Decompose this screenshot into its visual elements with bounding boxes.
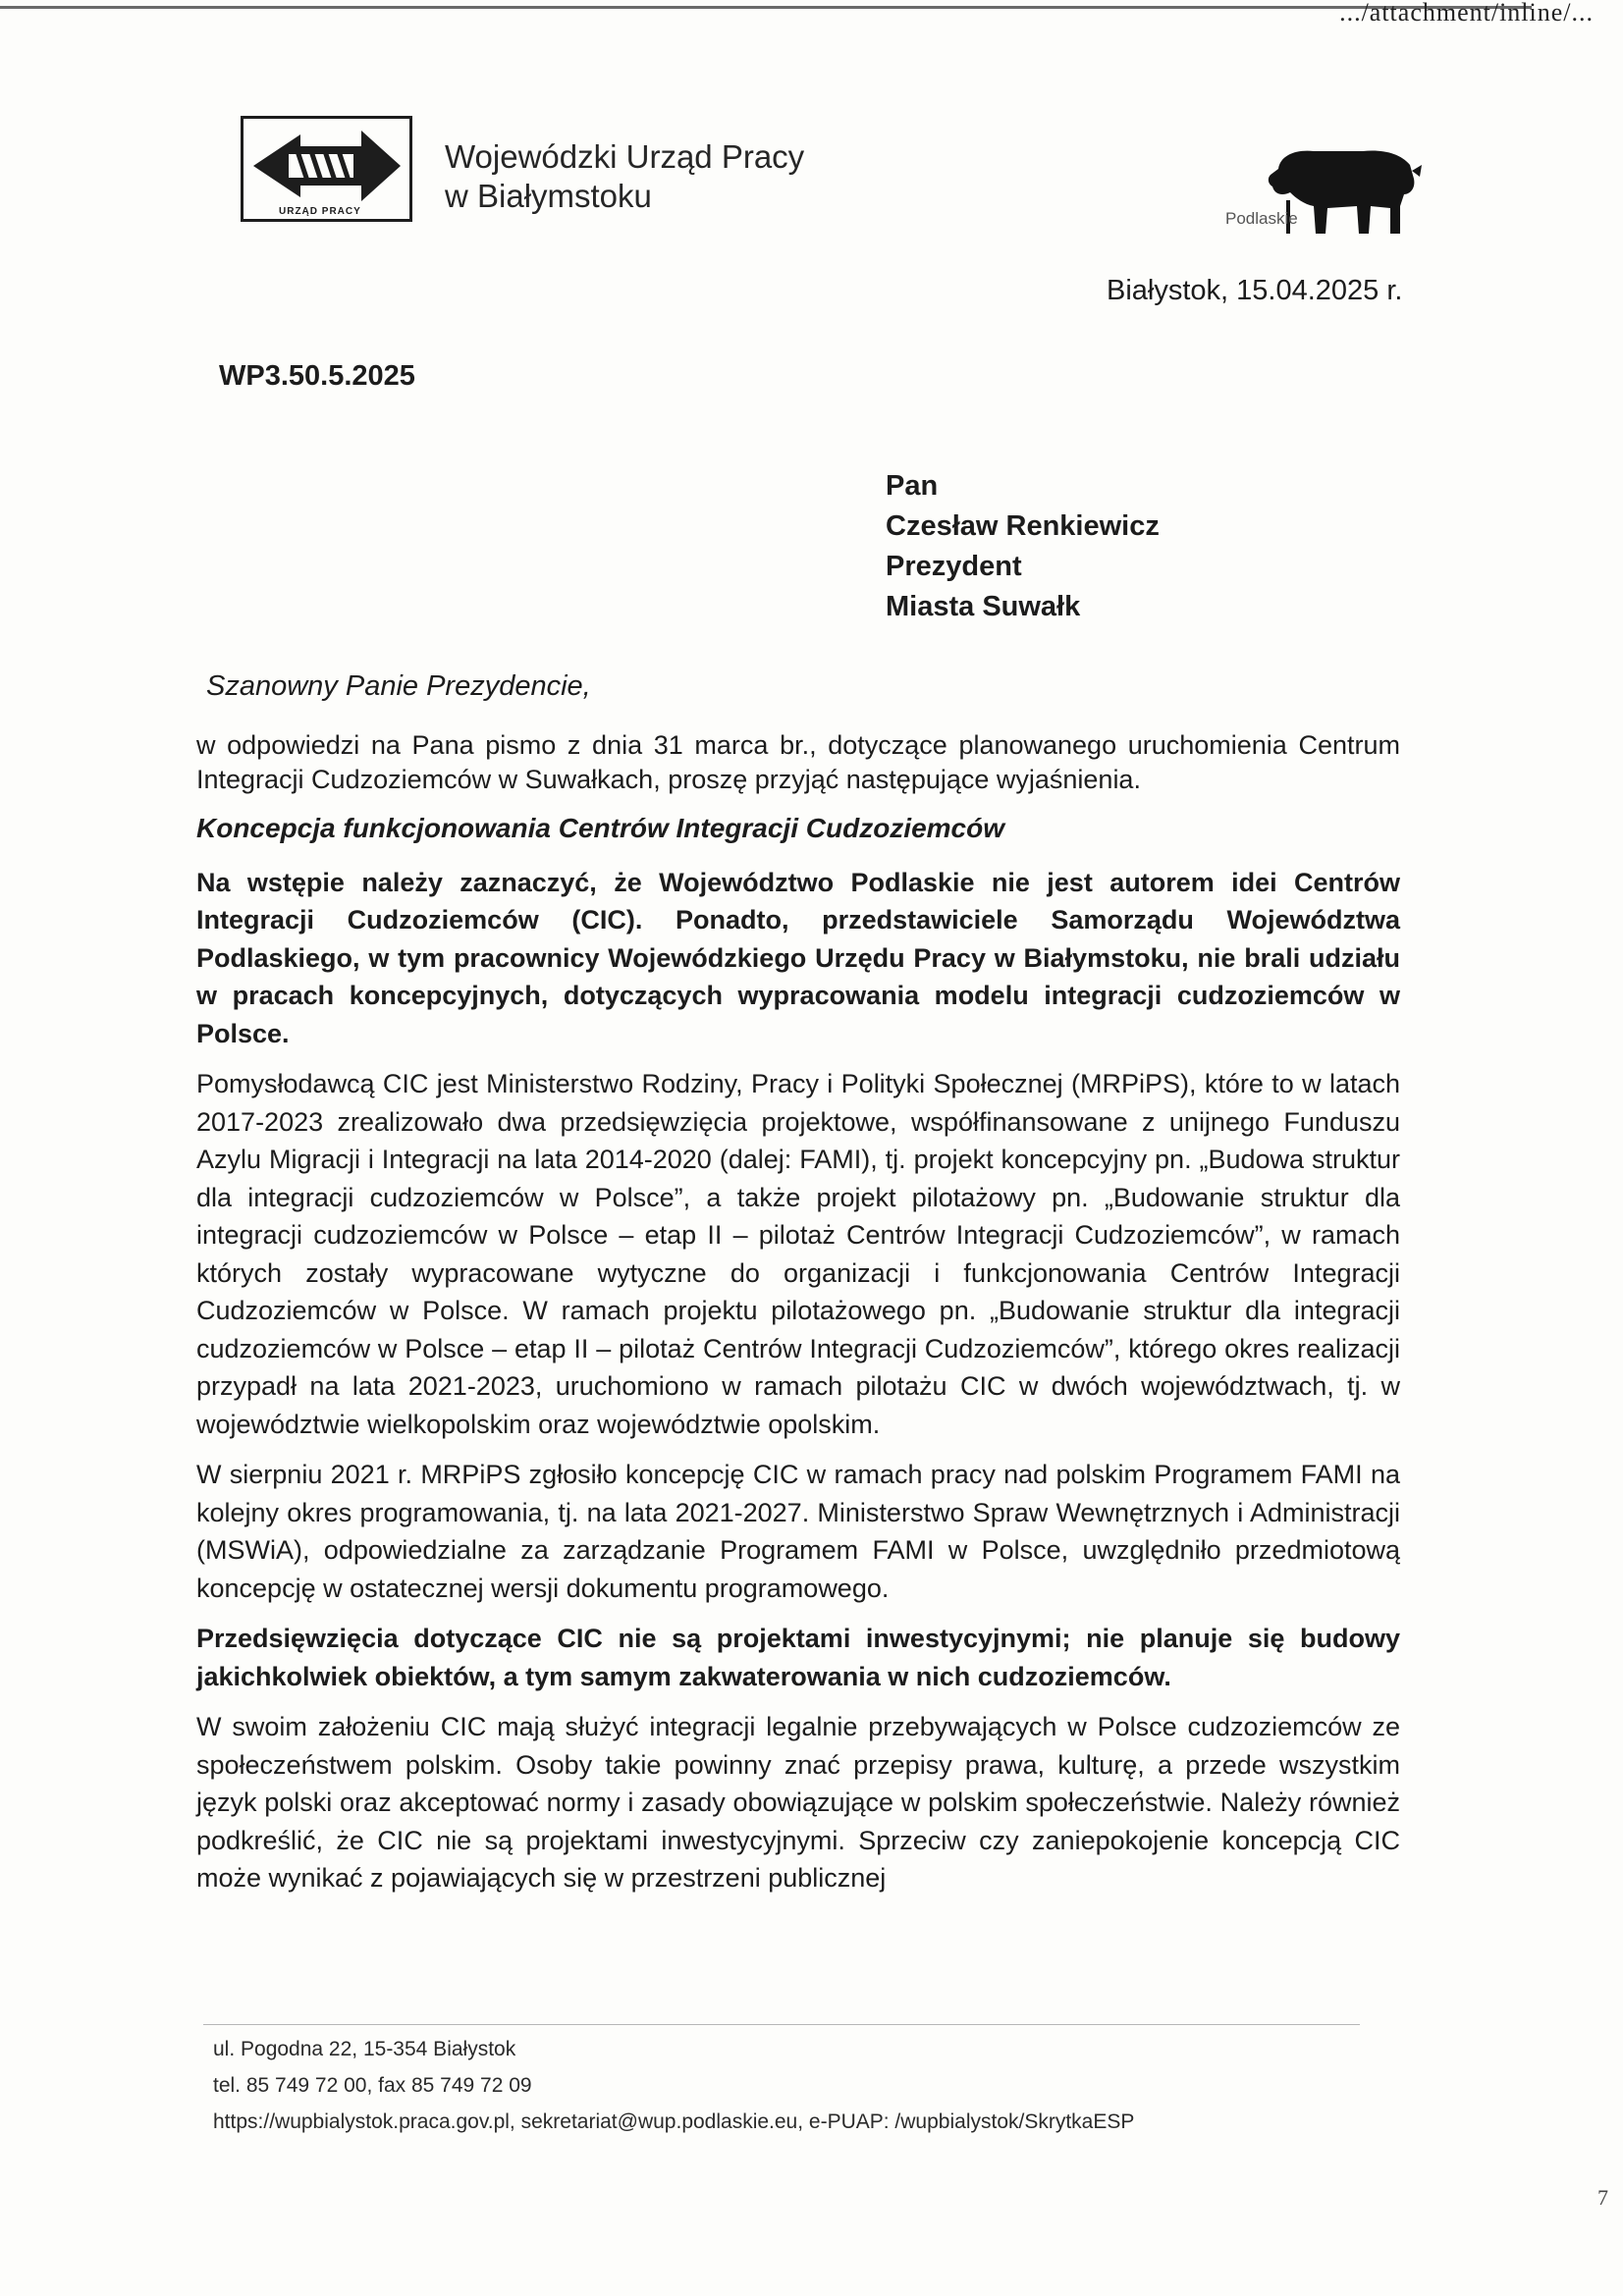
recipient-line-4: Miasta Suwałk: [886, 591, 1081, 622]
recipient-line-1: Pan: [886, 470, 939, 502]
footer-divider: [203, 2024, 1360, 2025]
recipient-block: [886, 466, 1160, 627]
letter-body: [196, 728, 1400, 1910]
scan-header-text: .../attachment/inline/...: [1339, 0, 1594, 27]
arrow-logo-icon: [243, 119, 409, 219]
urzad-pracy-logo: [241, 116, 412, 222]
org-name-line-2: w Białymstoku: [445, 178, 652, 214]
scan-header-line: [0, 6, 1532, 9]
section-heading: Koncepcja funkcjonowania Centrów Integracji Cudzoziemców: [196, 813, 1005, 843]
intro-paragraph: w odpowiedzi na Pana pismo z dnia 31 marca br., dotyczące planowanego uruchomienia Centrum Integracji Cudzoziemców w Suwałkach, proszę przyjąć następujące wyjaśnienia.: [196, 730, 1400, 794]
footer-phone: tel. 85 749 72 00, fax 85 749 72 09: [213, 2074, 532, 2097]
paragraph-2: W sierpniu 2021 r. MRPiPS zgłosiło koncepcję CIC w ramach pracy nad polskim Programem FAMI na kolejny okres programowania, tj. na lata 2021-2027. Ministerstwo Spraw Wewnętrznych i Administracji (MSWiA), odpowiedzialne za zarządzanie Programem FAMI w Polsce, uwzględniło przedmiotową koncepcję w ostatecznej wersji dokumentu programowego.: [196, 1460, 1400, 1603]
reference-number: WP3.50.5.2025: [219, 360, 415, 392]
footer-address: ul. Pogodna 22, 15-354 Białystok: [213, 2038, 516, 2060]
organization-name: [445, 137, 804, 216]
bold-paragraph-2: Przedsięwzięcia dotyczące CIC nie są projektami inwestycyjnymi; nie planuje się budowy jakichkolwiek obiektów, a tym samym zakwaterowania w nich cudzoziemców.: [196, 1624, 1400, 1691]
page-mark: 7: [1597, 2185, 1608, 2210]
podlaskie-logo-label: Podlaskie: [1225, 209, 1298, 228]
paragraph-1: Pomysłodawcą CIC jest Ministerstwo Rodziny, Pracy i Polityki Społecznej (MRPiPS), które to w latach 2017-2023 zrealizowało dwa przedsięwzięcia projektowe, współfinansowane z unijnego Funduszu Azylu Migracji i Integracji na lata 2014-2020 (dalej: FAMI), tj. projekt koncepcyjny pn. „Budowa struktur dla integracji cudzoziemców w Polsce”, a także projekt pilotażowy pn. „Budowanie struktur dla integracji cudzoziemców w Polsce – etap II – pilotaż Centrów Integracji Cudzoziemców”, w ramach których zostały wypracowane wytyczne do organizacji i funkcjonowania Centrów Integracji Cudzoziemców w Polsce. W ramach projektu pilotażowego pn. „Budowanie struktur dla integracji cudzoziemców w Polsce – etap II – pilotaż Centrów Integracji Cudzoziemców”, którego okres realizacji przypadł na lata 2021-2023, uruchomiono w ramach pilotażu CIC w dwóch województwach, tj. w województwie wielkopolskim oraz województwie opolskim.: [196, 1069, 1400, 1439]
logo-label: URZĄD PRACY: [279, 206, 361, 217]
footer-contact: https://wupbialystok.praca.gov.pl, sekretariat@wup.podlaskie.eu, e-PUAP: /wupbialystok/SkrytkaESP: [213, 2110, 1135, 2133]
salutation: Szanowny Panie Prezydencie,: [206, 670, 591, 702]
recipient-line-2: Czesław Renkiewicz: [886, 510, 1160, 542]
paragraph-3: W swoim założeniu CIC mają służyć integracji legalnie przebywających w Polsce cudzoziemców ze społeczeństwem polskim. Osoby takie powinny znać przepisy prawa, kulturę, a przede wszystkim język polski oraz akceptować normy i zasady obowiązujące w polskim społeczeństwie. Należy również podkreślić, że CIC nie są projektami inwestycyjnymi. Sprzeciw czy zaniepokojenie koncepcją CIC może wynikać z pojawiających się w przestrzeni publicznej: [196, 1712, 1400, 1893]
letter-date: Białystok, 15.04.2025 r.: [1107, 275, 1403, 306]
recipient-line-3: Prezydent: [886, 551, 1022, 582]
org-name-line-1: Wojewódzki Urząd Pracy: [445, 138, 805, 175]
bold-paragraph-1: Na wstępie należy zaznaczyć, że Województwo Podlaskie nie jest autorem idei Centrów Integracji Cudzoziemców (CIC). Ponadto, przedstawiciele Samorządu Województwa Podlaskiego, w tym pracownicy Wojewódzkiego Urzędu Pracy w Białymstoku, nie brali udziału w pracach koncepcyjnych, dotyczących wypracowania modelu integracji cudzoziemców w Polsce.: [196, 867, 1400, 1048]
footer: [213, 2031, 1134, 2140]
